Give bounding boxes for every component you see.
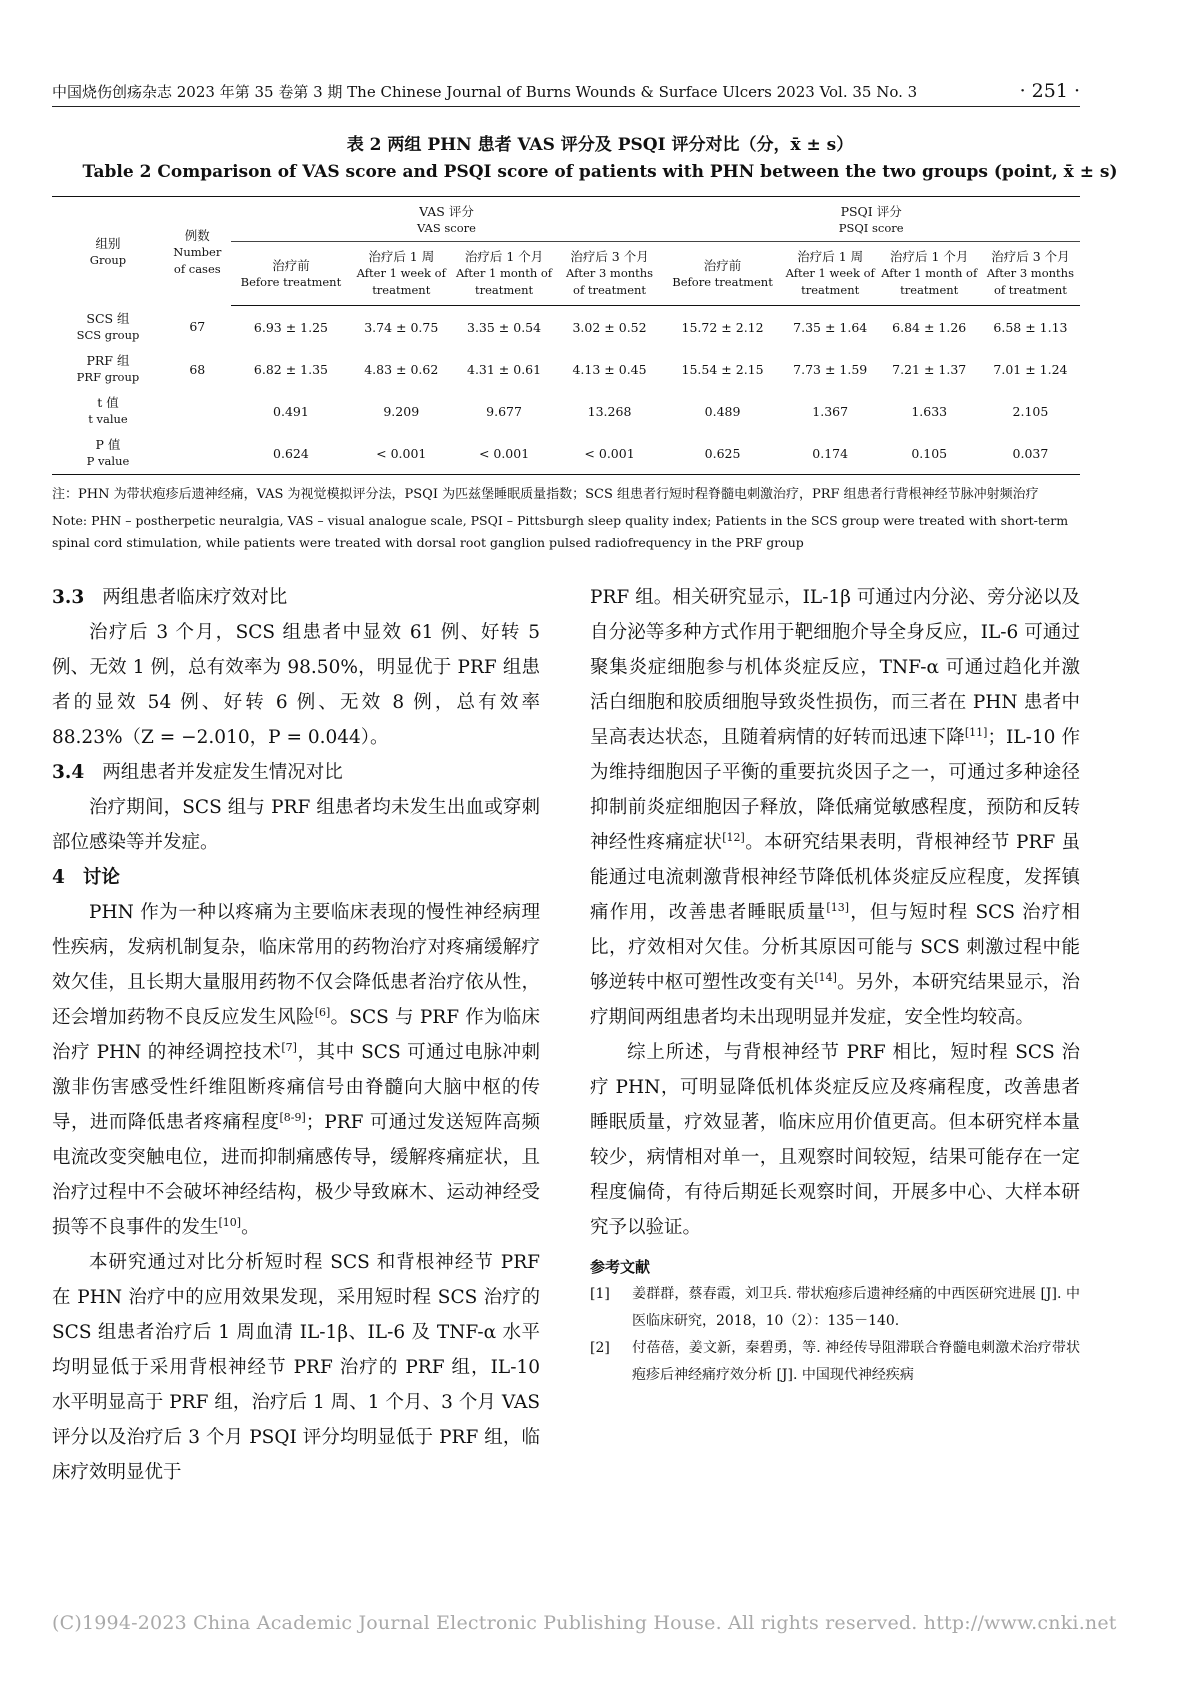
table-cell: 9.677 [486,403,522,419]
header-cases: 例数 Number of cases [173,227,222,276]
header-vas: VAS 评分 VAS score [231,197,663,242]
table-cell: 4.83 ± 0.62 [364,361,439,377]
table-notes [52,484,1080,554]
table-cell: < 0.001 [451,432,556,475]
row-label: t 值 t value [88,395,128,426]
table-cell: 9.209 [383,403,420,419]
table-cell: 6.84 ± 1.26 [892,319,967,335]
running-header [52,80,1080,102]
reference-item: [1] 姜群群，蔡春霞，刘卫兵. 带状疱疹后遗神经痛的中西医研究进展 [J]. 中医临床研究，2018，10（2）：135－140. [590,1286,1080,1329]
table-cell: 0.105 [878,432,981,475]
table-cell: < 0.001 [557,432,662,475]
header-psqi-week: 治疗后 1 周 After 1 week of treatment [783,242,878,306]
table-caption-en: Table 2 Comparison of VAS score and PSQI score of patients with PHN between the two groups (point, x̄ ± s) [82,162,1118,182]
citation: [13] [826,900,850,914]
table-cell: 1.633 [911,403,948,419]
table-cell: 4.31 ± 0.61 [467,361,542,377]
header-psqi-3months: 治疗后 3 个月 After 3 months of treatment [981,242,1080,306]
paragraph: 治疗后 3 个月，SCS 组患者中显效 61 例、好转 5 例、无效 1 例，总有效率为 98.50%，明显优于 PRF 组患者的显效 54 例、好转 6 例、无效 8 例，总有效率 88.23%（Z = −2.010，P = 0.044）。 [52,622,540,748]
section-heading-4: 4 讨论 [52,867,120,888]
row-label: PRF 组 PRF group [76,353,140,384]
table-cell: < 0.001 [351,432,451,475]
table-cell: 15.72 ± 2.12 [681,319,764,335]
data-table-wrapper [52,196,1080,475]
references-title: 参考文献 [590,1258,651,1276]
page-number: · 251 · [1019,80,1080,102]
paragraph: 治疗期间，SCS 组与 PRF 组患者均未发生出血或穿刺部位感染等并发症。 [52,797,540,853]
table-cell: 13.268 [587,403,632,419]
paragraph: PHN 作为一种以疼痛为主要临床表现的慢性神经病理性疾病，发病机制复杂，临床常用的药物治疗对疼痛缓解疗效欠佳，且长期大量服用药物不仅会降低患者治疗依从性，还会增加药物不良反应发生风险[6]。SCS 与 PRF 作为临床治疗 PHN 的神经调控技术[7]，其中 SCS 可通过电脉冲刺激非伤害感受性纤维阻断疼痛信号由脊髓向大脑中枢的传导，进而降低患者疼痛程度[8-9]；PRF 可通过发送短阵高频电流改变突触电位，进而抑制痛感传导，缓解疼痛症状，且治疗过程中不会破坏神经结构，极少导致麻木、运动神经受损等不良事件的发生[10]。 [52,902,541,1238]
table-row [52,306,1080,349]
table-cell: 7.35 ± 1.64 [793,319,868,335]
table-cell: 4.13 ± 0.45 [572,361,647,377]
paragraph: 综上所述，与背根神经节 PRF 相比，短时程 SCS 治疗 PHN，可明显降低机体炎症反应及疼痛程度，改善患者睡眠质量，疗效显著，临床应用价值更高。但本研究样本量较少，病情相对单一，且观察时间较短，结果可能存在一定程度偏倚，有待后期延长观察时间，开展多中心、大样本研究予以验证。 [590,1042,1080,1238]
citation: [10] [218,1215,242,1229]
table-cell: 7.21 ± 1.37 [892,361,967,377]
table-cell: 3.35 ± 0.54 [467,319,542,335]
citation: [12] [722,830,745,844]
row-cases: 67 [189,319,206,335]
header-psqi: PSQI 评分 PSQI score [662,197,1080,242]
table-row [52,432,1080,475]
row-cases [164,390,231,432]
header-psqi-month: 治疗后 1 个月 After 1 month of treatment [878,242,981,306]
citation: [11] [964,725,988,739]
table-row [52,348,1080,390]
citation: [14] [814,970,837,984]
table-cell: 7.01 ± 1.24 [993,361,1068,377]
table-cell: 0.625 [662,432,783,475]
table-cell: 0.489 [704,403,741,419]
header-rule [52,106,1080,107]
section-heading-3-4: 3.4 两组患者并发症发生情况对比 [52,762,343,783]
table-cell: 2.105 [1012,403,1049,419]
citation: [7] [281,1040,297,1054]
table-row [52,390,1080,432]
table-cell: 0.037 [981,432,1080,475]
table-cell: 6.93 ± 1.25 [253,319,328,335]
header-vas-month: 治疗后 1 个月 After 1 month of treatment [451,242,556,306]
table-cell: 7.73 ± 1.59 [793,361,868,377]
table-cell: 6.82 ± 1.35 [253,361,328,377]
table-cell: 0.174 [783,432,878,475]
table-cell: 0.624 [231,432,352,475]
table-cell: 3.02 ± 0.52 [572,319,647,335]
table-cell: 15.54 ± 2.15 [681,361,764,377]
header-vas-3months: 治疗后 3 个月 After 3 months of treatment [557,242,662,306]
header-vas-week: 治疗后 1 周 After 1 week of treatment [351,242,451,306]
header-psqi-before: 治疗前 Before treatment [662,242,783,306]
section-heading-3-3: 3.3 两组患者临床疗效对比 [52,587,288,608]
paragraph: 本研究通过对比分析短时程 SCS 和背根神经节 PRF 在 PHN 治疗中的应用效果发现，采用短时程 SCS 治疗的 SCS 组患者治疗后 1 周血清 IL-1β、IL-6 及 TNF-α 水平均明显低于采用背根神经节 PRF 治疗的 PRF 组，IL-10 水平明显高于 PRF 组，治疗后 1 周、1 个月、3 个月 VAS 评分以及治疗后 3 个月 PSQI 评分均明显低于 PRF 组，临床疗效明显优于 [52,1252,540,1483]
row-label: P 值 P value [52,432,164,475]
row-cases: 68 [189,361,206,377]
data-table [52,196,1080,475]
table-caption-cn: 表 2 两组 PHN 患者 VAS 评分及 PSQI 评分对比（分，x̄ ± s） [346,135,854,155]
left-column [52,580,540,1490]
row-label: SCS 组 SCS group [76,310,140,342]
table-cell: 6.58 ± 1.13 [993,319,1068,335]
note-cn: 注：PHN 为带状疱疹后遗神经痛，VAS 为视觉模拟评分法，PSQI 为匹兹堡睡眠质量指数；SCS 组患者行短时程脊髓电刺激治疗，PRF 组患者行背根神经节脉冲射频治疗 [52,487,1039,502]
reference-item: [2] 付蓓蓓，姜文新，秦碧勇，等. 神经传导阻滞联合脊髓电刺激术治疗带状疱疹后神经痛疗效分析 [J]. 中国现代神经疾病 [590,1340,1080,1383]
table-cell: 1.367 [812,403,849,419]
journal-header-text: 中国烧伤创疡杂志 2023 年第 35 卷第 3 期 The Chinese Journal of Burns Wounds & Surface Ulcers 2023 Vol. 35 No. 3 [52,83,918,101]
row-cases [164,432,231,475]
paragraph: PRF 组。相关研究显示，IL-1β 可通过内分泌、旁分泌以及自分泌等多种方式作用于靶细胞介导全身反应，IL-6 可通过聚集炎症细胞参与机体炎症反应，TNF-α 可通过趋化并激活白细胞和胶质细胞导致炎性损伤，而三者在 PHN 患者中呈高表达状态，且随着病情的好转而迅速下降[11]；IL-10 作为维持细胞因子平衡的重要抗炎因子之一，可通过多种途径抑制前炎症细胞因子释放，降低痛觉敏感程度，预防和反转神经性疼痛症状[12]。本研究结果表明，背根神经节 PRF 虽能通过电流刺激背根神经节降低机体炎症反应程度，发挥镇痛作用，改善患者睡眠质量[13]，但与短时程 SCS 治疗相比，疗效相对欠佳。分析其原因可能与 SCS 刺激过程中能够逆转中枢可塑性改变有关[14]。另外，本研究结果显示，治疗期间两组患者均未出现明显并发症，安全性均较高。 [590,587,1080,1028]
header-vas-before: 治疗前 Before treatment [231,242,352,306]
note-en: Note: PHN – postherpetic neuralgia, VAS – visual analogue scale, PSQI – Pittsburgh sleep quality index; Patients in the SCS group were treated with short-term spinal cord stimulation, while patients were treated with dorsal root ganglion pulsed radiofrequency in the PRF group [52,513,1069,550]
copyright-footer: (C)1994-2023 China Academic Journal Electronic Publishing House. All rights reserved. http://www.cnki.net [52,1612,1117,1634]
table-cell: 0.491 [273,403,309,419]
citation: [6] [314,1005,331,1019]
table-cell: 3.74 ± 0.75 [364,319,439,335]
header-group: 组别 Group [89,236,127,268]
right-column [590,580,1080,1389]
citation: [8-9] [279,1110,306,1124]
